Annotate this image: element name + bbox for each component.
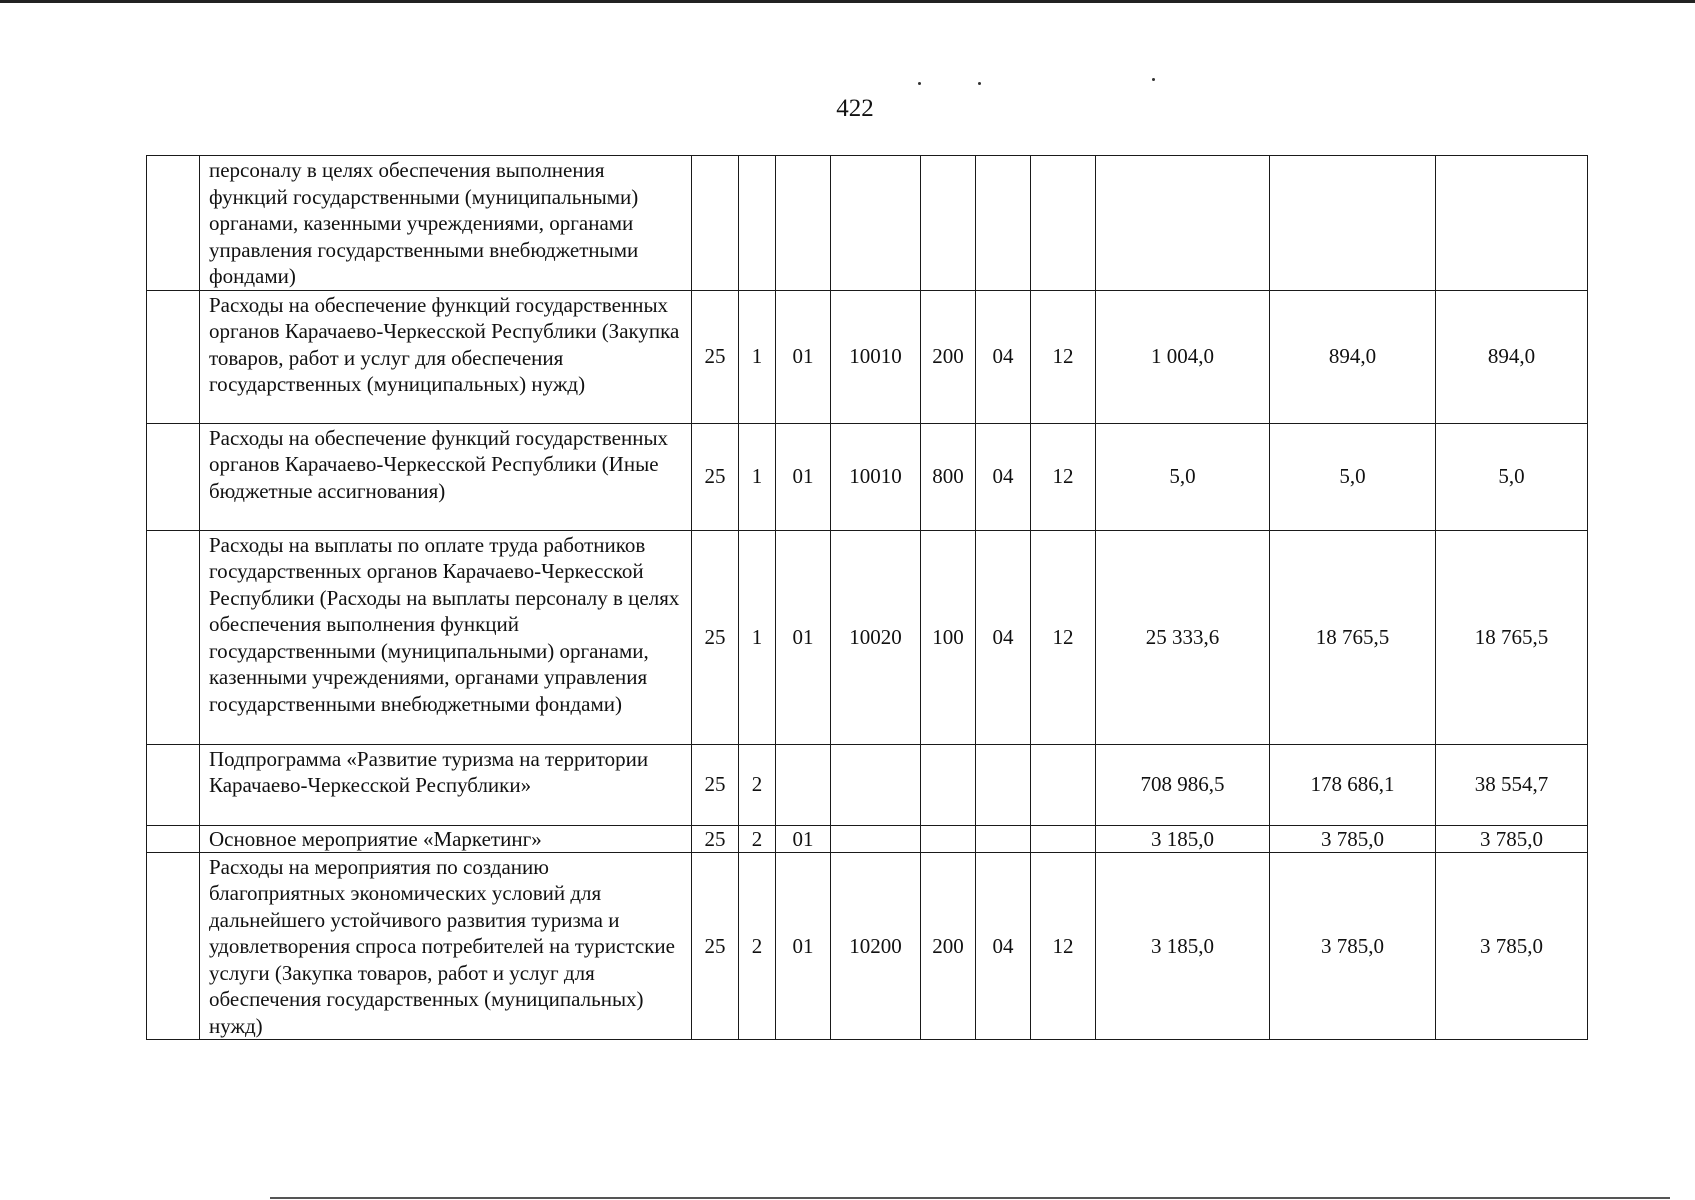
code-cell: 1: [739, 530, 776, 744]
table-row: [147, 825, 1588, 852]
table-row: [147, 744, 1588, 825]
scan-speck: [1152, 78, 1155, 81]
code-cell: 2: [739, 744, 776, 825]
row-number-cell: [147, 423, 200, 530]
code-cell: 04: [976, 290, 1031, 423]
code-cell: 100: [921, 530, 976, 744]
row-number-cell: [147, 530, 200, 744]
amount-cell: [1270, 156, 1436, 291]
code-cell: [692, 156, 739, 291]
budget-table: [146, 155, 1588, 1040]
table-row: [147, 423, 1588, 530]
code-cell: 10010: [831, 290, 921, 423]
code-cell: 04: [976, 852, 1031, 1040]
row-description: Расходы на выплаты по оплате труда работников государственных органов Карачаево-Черкесской Республики (Расходы на выплаты персоналу в целях обеспечения выполнения функций государственными (муниципальными) органами, казенными учреждениями, органами управления государственными внебюджетными фондами): [200, 530, 692, 744]
code-cell: [1031, 744, 1096, 825]
code-cell: [921, 744, 976, 825]
amount-cell: 3 785,0: [1270, 852, 1436, 1040]
code-cell: 01: [776, 852, 831, 1040]
code-cell: 10010: [831, 423, 921, 530]
code-cell: [976, 825, 1031, 852]
amount-cell: 894,0: [1436, 290, 1588, 423]
code-cell: 04: [976, 423, 1031, 530]
amount-cell: 18 765,5: [1270, 530, 1436, 744]
amount-cell: 708 986,5: [1096, 744, 1270, 825]
amount-cell: 5,0: [1096, 423, 1270, 530]
code-cell: 12: [1031, 423, 1096, 530]
table-row: [147, 290, 1588, 423]
code-cell: 10200: [831, 852, 921, 1040]
row-number-cell: [147, 852, 200, 1040]
code-cell: [1031, 156, 1096, 291]
amount-cell: 1 004,0: [1096, 290, 1270, 423]
scan-speck: [918, 82, 921, 85]
code-cell: 2: [739, 852, 776, 1040]
code-cell: [739, 156, 776, 291]
amount-cell: 894,0: [1270, 290, 1436, 423]
table-row: [147, 530, 1588, 744]
row-number-cell: [147, 744, 200, 825]
code-cell: 800: [921, 423, 976, 530]
code-cell: 25: [692, 423, 739, 530]
code-cell: 10020: [831, 530, 921, 744]
amount-cell: 18 765,5: [1436, 530, 1588, 744]
code-cell: [976, 156, 1031, 291]
code-cell: 01: [776, 290, 831, 423]
code-cell: [776, 744, 831, 825]
row-number-cell: [147, 156, 200, 291]
top-edge-rule: [0, 0, 1695, 3]
page-number: 422: [836, 95, 874, 122]
code-cell: 2: [739, 825, 776, 852]
code-cell: 04: [976, 530, 1031, 744]
row-number-cell: [147, 290, 200, 423]
amount-cell: 3 785,0: [1270, 825, 1436, 852]
code-cell: 200: [921, 852, 976, 1040]
code-cell: 25: [692, 290, 739, 423]
amount-cell: 38 554,7: [1436, 744, 1588, 825]
code-cell: 01: [776, 530, 831, 744]
amount-cell: 178 686,1: [1270, 744, 1436, 825]
code-cell: 01: [776, 825, 831, 852]
amount-cell: [1096, 156, 1270, 291]
row-description: персоналу в целях обеспечения выполнения функций государственными (муниципальными) органами, казенными учреждениями, органами управления государственными внебюджетными фондами): [200, 156, 692, 291]
code-cell: 1: [739, 290, 776, 423]
table-row: [147, 156, 1588, 291]
code-cell: 01: [776, 423, 831, 530]
row-description: Расходы на обеспечение функций государственных органов Карачаево-Черкесской Республики (Закупка товаров, работ и услуг для обеспечения государственных (муниципальных) нужд): [200, 290, 692, 423]
code-cell: [831, 825, 921, 852]
row-description: Основное мероприятие «Маркетинг»: [200, 825, 692, 852]
bottom-edge-rule: [270, 1197, 1670, 1199]
amount-cell: [1436, 156, 1588, 291]
code-cell: 12: [1031, 852, 1096, 1040]
code-cell: [831, 156, 921, 291]
amount-cell: 5,0: [1270, 423, 1436, 530]
amount-cell: 3 785,0: [1436, 852, 1588, 1040]
amount-cell: 3 785,0: [1436, 825, 1588, 852]
code-cell: [921, 825, 976, 852]
code-cell: [921, 156, 976, 291]
code-cell: 12: [1031, 290, 1096, 423]
amount-cell: 5,0: [1436, 423, 1588, 530]
code-cell: 25: [692, 852, 739, 1040]
amount-cell: 25 333,6: [1096, 530, 1270, 744]
code-cell: 12: [1031, 530, 1096, 744]
code-cell: 25: [692, 530, 739, 744]
amount-cell: 3 185,0: [1096, 852, 1270, 1040]
code-cell: [776, 156, 831, 291]
code-cell: [831, 744, 921, 825]
table-row: [147, 852, 1588, 1040]
row-description: Расходы на мероприятия по созданию благоприятных экономических условий для дальнейшего устойчивого развития туризма и удовлетворения спроса потребителей на туристские услуги (Закупка товаров, работ и услуг для обеспечения государственных (муниципальных) нужд): [200, 852, 692, 1040]
amount-cell: 3 185,0: [1096, 825, 1270, 852]
code-cell: 1: [739, 423, 776, 530]
code-cell: [976, 744, 1031, 825]
row-description: Подпрограмма «Развитие туризма на территории Карачаево-Черкесской Республики»: [200, 744, 692, 825]
scan-speck: [978, 82, 981, 85]
row-number-cell: [147, 825, 200, 852]
row-description: Расходы на обеспечение функций государственных органов Карачаево-Черкесской Республики (Иные бюджетные ассигнования): [200, 423, 692, 530]
code-cell: 200: [921, 290, 976, 423]
code-cell: 25: [692, 825, 739, 852]
code-cell: 25: [692, 744, 739, 825]
code-cell: [1031, 825, 1096, 852]
